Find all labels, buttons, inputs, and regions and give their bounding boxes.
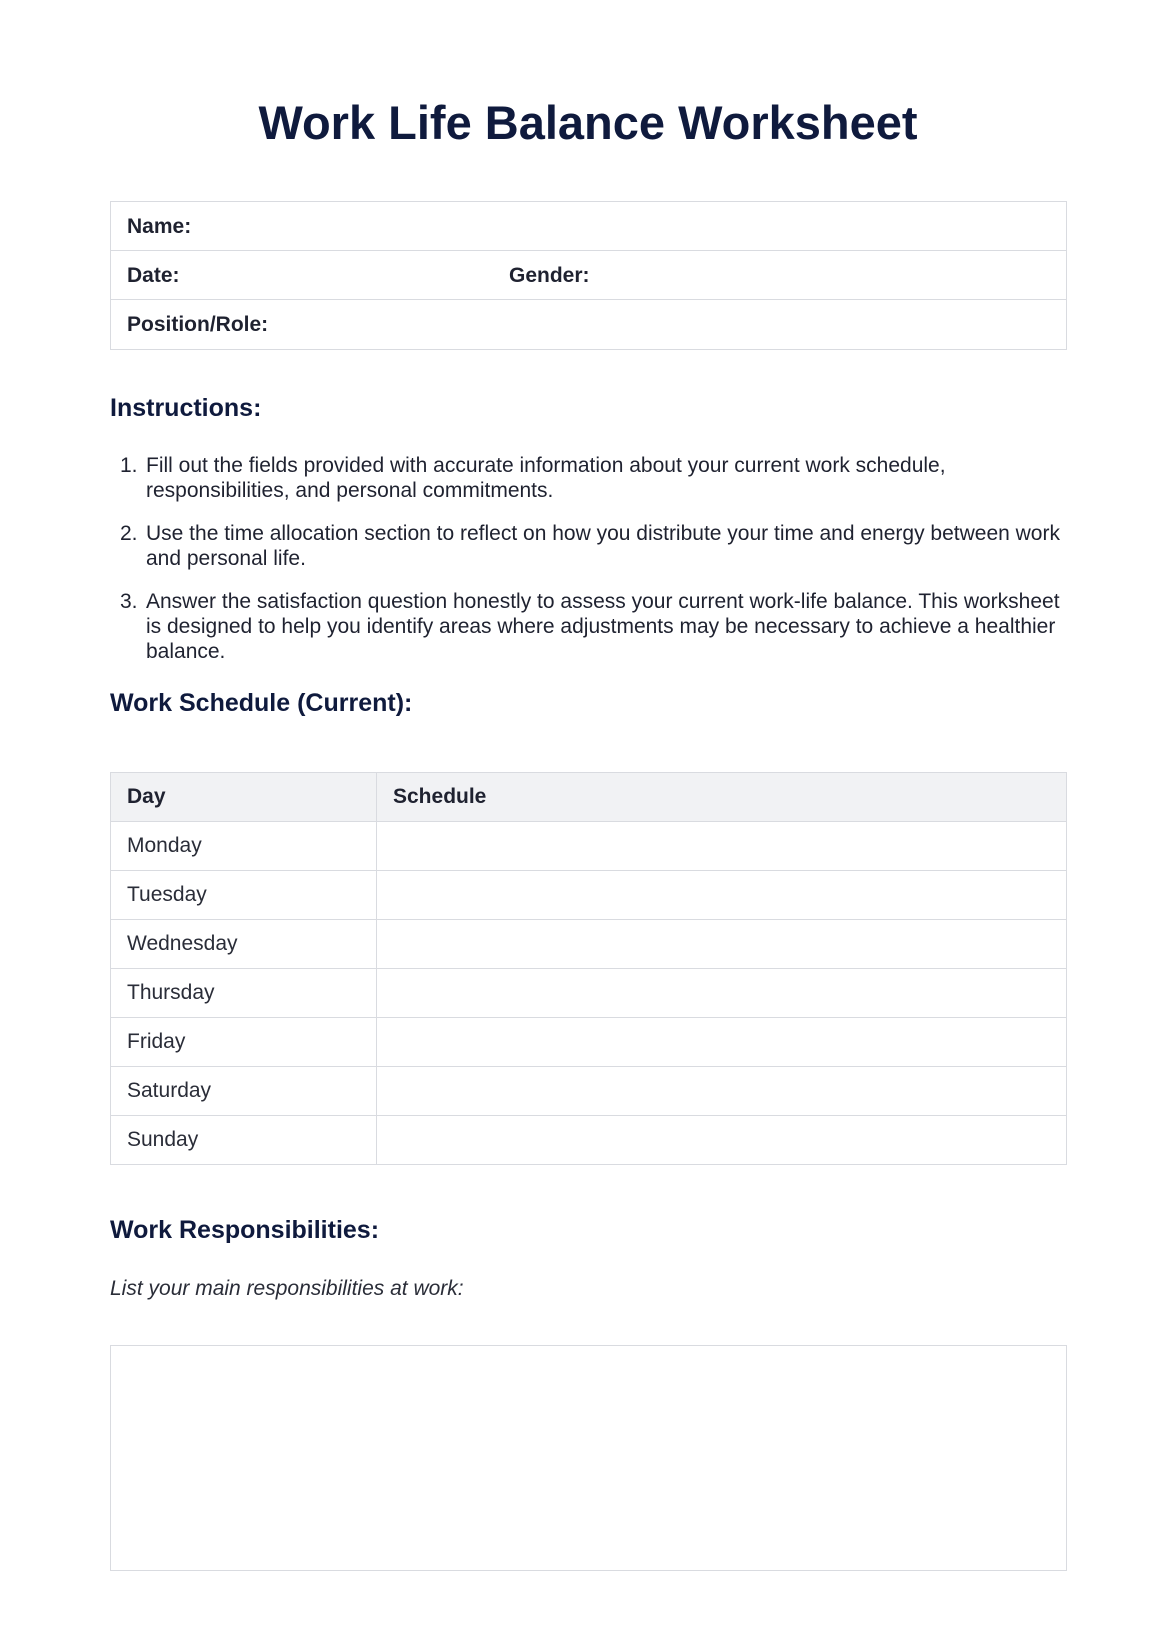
instruction-item xyxy=(110,453,1070,503)
work-schedule-table xyxy=(110,772,1067,1165)
date-gender-row[interactable] xyxy=(111,251,1066,300)
instruction-text: Fill out the fields provided with accurate information about your current work schedule, responsibilities, and personal commitments. xyxy=(146,454,946,502)
work-responsibilities-heading: Work Responsibilities: xyxy=(110,1216,380,1244)
instructions-heading: Instructions: xyxy=(110,394,262,422)
schedule-cell-tuesday[interactable] xyxy=(377,871,1067,920)
day-cell: Thursday xyxy=(111,969,377,1018)
day-cell: Saturday xyxy=(111,1067,377,1116)
schedule-cell-sunday[interactable] xyxy=(377,1116,1067,1165)
name-row[interactable] xyxy=(111,202,1066,251)
instructions-list xyxy=(110,453,1070,682)
instruction-number: 3. xyxy=(120,590,138,613)
table-row xyxy=(111,1067,1067,1116)
column-header-day: Day xyxy=(111,773,377,822)
schedule-cell-monday[interactable] xyxy=(377,822,1067,871)
table-row xyxy=(111,1018,1067,1067)
day-cell: Wednesday xyxy=(111,920,377,969)
page-title: Work Life Balance Worksheet xyxy=(258,96,918,149)
position-label: Position/Role: xyxy=(127,313,269,336)
day-cell: Monday xyxy=(111,822,377,871)
table-row xyxy=(111,1116,1067,1165)
day-cell: Tuesday xyxy=(111,871,377,920)
instruction-number: 2. xyxy=(120,522,138,545)
instruction-text: Answer the satisfaction question honestly to assess your current work-life balance. This worksheet is designed to help you identify areas where adjustments may be necessary to achieve a healthier balance. xyxy=(146,590,1060,663)
instruction-text: Use the time allocation section to reflect on how you distribute your time and energy between work and personal life. xyxy=(146,522,1060,570)
responsibilities-field[interactable] xyxy=(110,1345,1067,1571)
name-label: Name: xyxy=(127,215,192,238)
day-cell: Sunday xyxy=(111,1116,377,1165)
schedule-cell-thursday[interactable] xyxy=(377,969,1067,1018)
instruction-number: 1. xyxy=(120,454,138,477)
schedule-cell-saturday[interactable] xyxy=(377,1067,1067,1116)
instruction-item xyxy=(110,589,1070,664)
position-row[interactable] xyxy=(111,300,1066,349)
personal-info-table xyxy=(110,201,1067,350)
responsibilities-prompt: List your main responsibilities at work: xyxy=(110,1277,464,1300)
column-header-schedule: Schedule xyxy=(377,773,1067,822)
schedule-cell-wednesday[interactable] xyxy=(377,920,1067,969)
table-row xyxy=(111,822,1067,871)
schedule-cell-friday[interactable] xyxy=(377,1018,1067,1067)
instruction-item xyxy=(110,521,1070,571)
date-label: Date: xyxy=(127,264,180,287)
table-row xyxy=(111,969,1067,1018)
work-schedule-heading: Work Schedule (Current): xyxy=(110,689,413,717)
table-header-row xyxy=(111,773,1067,822)
table-row xyxy=(111,871,1067,920)
gender-label: Gender: xyxy=(509,264,590,287)
table-row xyxy=(111,920,1067,969)
day-cell: Friday xyxy=(111,1018,377,1067)
